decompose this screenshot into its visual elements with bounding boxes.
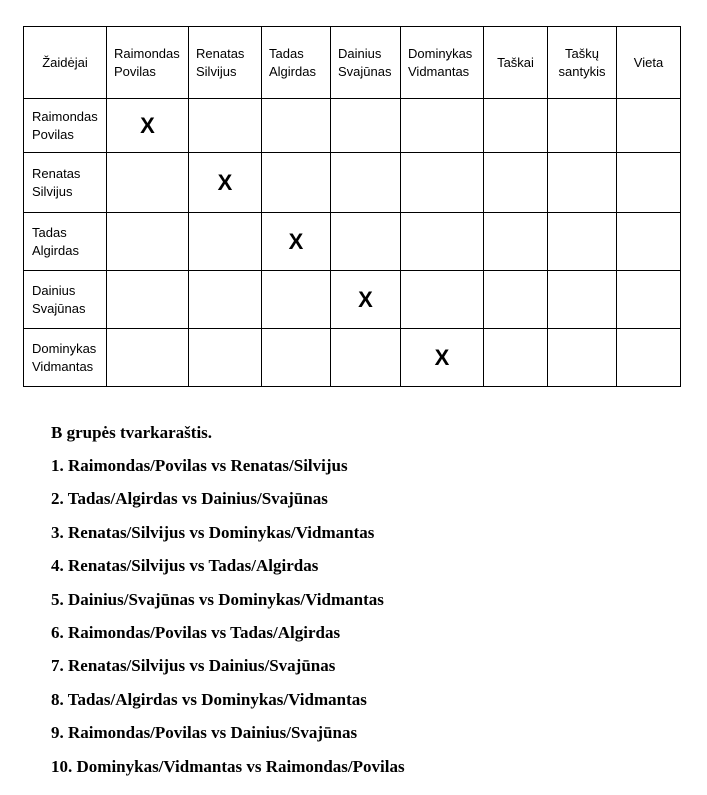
result-cell [262,99,331,153]
header-opponent-5-line-2: Vidmantas [408,63,470,79]
points-cell [484,213,548,271]
header-ratio-line-1: Taškų [565,45,599,61]
table-row [24,329,681,387]
table-header-row [24,27,681,99]
schedule-match: 7. Renatas/Silvijus vs Dainius/Svajūnas [51,656,336,676]
result-cell [262,271,331,329]
table-row [24,213,681,271]
schedule-match: 1. Raimondas/Povilas vs Renatas/Silvijus [51,456,348,475]
ratio-cell [548,99,617,153]
header-points-ratio [548,27,617,99]
row-player-name: Raimondas Povilas [24,99,107,153]
header-opponent-4-line-2: Svajūnas [338,63,392,79]
place-cell [617,271,681,329]
header-opponent-3-line-1: Tadas [269,45,304,61]
header-opponent-3 [262,27,331,99]
result-cell [262,329,331,387]
result-cell [401,271,484,329]
result-cell [189,271,262,329]
place-cell [617,329,681,387]
schedule-match: 4. Renatas/Silvijus vs Tadas/Algirdas [51,556,319,576]
ratio-cell [548,153,617,213]
result-cell [189,329,262,387]
header-players: Žaidėjai [24,27,107,99]
result-cell: X [401,329,484,387]
result-cell [401,153,484,213]
table-row [24,271,681,329]
header-opponent-1-line-2: Povilas [114,63,156,79]
header-opponent-4 [331,27,401,99]
schedule-match: 5. Dainius/Svajūnas vs Dominykas/Vidmantas [51,589,384,609]
result-cell [331,99,401,153]
schedule-match: 2. Tadas/Algirdas vs Dainius/Svajūnas [51,489,328,509]
ratio-cell [548,271,617,329]
ratio-cell [548,213,617,271]
result-cell [331,153,401,213]
header-opponent-2 [189,27,262,99]
row-player-name: Dominykas Vidmantas [24,329,107,387]
header-opponent-5-line-1: Dominykas [408,45,473,61]
header-opponent-2-line-2: Silvijus [196,63,237,79]
header-opponent-1-line-1: Raimondas [114,45,180,61]
schedule-match: 10. Dominykas/Vidmantas vs Raimondas/Povilas [51,756,405,776]
place-cell [617,99,681,153]
result-cell [331,213,401,271]
result-cell [401,213,484,271]
result-cell [189,99,262,153]
header-opponent-5 [401,27,484,99]
result-cell: X [189,153,262,213]
header-opponent-3-line-2: Algirdas [269,63,316,79]
points-cell [484,99,548,153]
result-cell [107,329,189,387]
points-cell [484,329,548,387]
table-row [24,153,681,213]
result-cell [401,99,484,153]
header-opponent-2-line-1: Renatas [196,45,245,61]
header-place: Vieta [617,27,681,99]
result-cell [331,329,401,387]
header-opponent-1 [107,27,189,99]
header-opponent-4-line-1: Dainius [338,45,382,61]
schedule-match: 6. Raimondas/Povilas vs Tadas/Algirdas [51,622,341,642]
place-cell [617,153,681,213]
points-cell [484,271,548,329]
points-cell [484,153,548,213]
schedule-match: 8. Tadas/Algirdas vs Dominykas/Vidmantas [51,689,367,709]
row-player-name: Tadas Algirdas [24,213,107,271]
result-cell [107,271,189,329]
schedule-title: B grupės tvarkaraštis. [51,423,213,442]
group-schedule [51,420,691,787]
result-cell [107,153,189,213]
result-cell [189,213,262,271]
group-results-table [23,26,681,387]
ratio-cell [548,329,617,387]
result-cell: X [107,99,189,153]
result-cell: X [262,213,331,271]
result-cell: X [331,271,401,329]
place-cell [617,213,681,271]
schedule-match: 9. Raimondas/Povilas vs Dainius/Svajūnas [51,723,358,743]
result-cell [262,153,331,213]
schedule-match: 3. Renatas/Silvijus vs Dominykas/Vidmantas [51,522,375,542]
result-cell [107,213,189,271]
header-ratio-line-2: santykis [558,63,606,79]
table-row [24,99,681,153]
header-points: Taškai [484,27,548,99]
row-player-name: Renatas Silvijus [24,153,107,213]
row-player-name: Dainius Svajūnas [24,271,107,329]
